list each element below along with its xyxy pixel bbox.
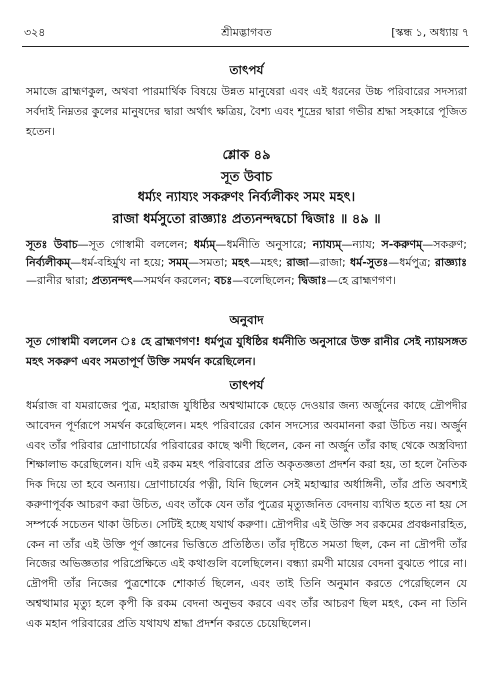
verse-line-2: রাজা ধর্মসুতো রাজ্ঞ্যাঃ প্রত্যনন্দদ্বচো দ্বিজাঃ ॥ ৪৯ ॥ xyxy=(112,212,381,227)
page-number: ৩২৪ xyxy=(24,26,46,39)
synonym-meaning: মহৎ; xyxy=(260,256,283,269)
synonym-term: সমম্ xyxy=(168,256,189,269)
synonym-meaning: রাজা; xyxy=(319,256,346,269)
synonym-term: ধর্ম-সুতঃ xyxy=(349,256,389,269)
synonym-term: বচঃ xyxy=(214,274,233,287)
synonym-meaning: ধর্মপুত্র; xyxy=(399,256,431,269)
synonym-term: সূতঃ উবাচ xyxy=(26,238,78,251)
synonym-term: নির্ব্যলীকম্ xyxy=(26,256,71,269)
synonym-meaning: সূত গোস্বামী বললেন; xyxy=(88,238,188,251)
synonym-meaning: ন্যায; xyxy=(352,238,376,251)
header-rule xyxy=(22,46,469,47)
synonym-term: দ্বিজাঃ xyxy=(298,274,327,287)
purport-paragraph-2: ধর্মরাজ বা যমরাজের পুত্র, মহারাজ যুধিষ্ঠির অশ্বত্থামাকে ছেড়ে দেওয়ার জন্য অর্জুনের কাছে দ্রৌপদীর আবেদন পূর্ণরূপে সমর্থন করেছিলেন। মহৎ পরিবারের কোন সদস্যের অবমাননা করা উচিত নয়। অর্জুন এবং তাঁর পরিবার দ্রোণাচার্যের পরিবারের কাছে ঋণী ছিলেন, কেন না অর্জুন তাঁর কাছ থেকে অস্ত্রবিদ্যা শিক্ষালাভ করেছিলেন। যদি এই রকম মহৎ পরিবারের প্রতি অকৃতজ্ঞতা প্রদর্শন করা হয়, তা হলে নৈতিক দিক দিয়ে তা হবে অন্যায়। দ্রোণাচার্যের পত্নী, যিনি ছিলেন সেই মহাত্মার অর্ধাঙ্গিনী, তাঁর প্রতি অবশ্যই করুণাপূর্বক আচরণ করা উচিত, এবং তাঁকে যেন তাঁর পুত্রের মৃত্যুজনিত বেদনায় ব্যথিত হতে না হয় সে সম্পর্কে সচেতন থাকা উচিত। সেটিই হচ্ছে যথার্থ করুণা। দ্রৌপদীর এই উক্তি সব রকমের প্রবঞ্চনারহিত, কেন না তাঁর এই উক্তি পূর্ণ জ্ঞানের ভিত্তিতে প্রতিষ্ঠিত। তাঁর দৃষ্টিতে সমতা ছিল, কেন না দ্রৌপদী তাঁর নিজের অভিজ্ঞতার পরিপ্রেক্ষিতে এই কথাগুলি বলেছিলেন। বন্ধ্যা রমণী মায়ের বেদনা বুঝতে পারে না। দ্রৌপদী তাঁর নিজের পুত্রশোকে শোকার্ত ছিলেন, এবং তাই তিনি অনুমান করতে পেরেছিলেন যে অশ্বত্থামার মৃত্যু হলে কৃপী কি রকম বেদনা অনুভব করবে এবং তাঁর আচরণ ছিল মহৎ, কেন না তিনি এক মহান পরিবারের প্রতি যথাযথ শ্রদ্ধা প্রদর্শন করতে চেয়েছিলেন। xyxy=(26,399,467,630)
translation-heading: অনুবাদ xyxy=(229,313,264,327)
synonym-term: রাজ্ঞ্যাঃ xyxy=(435,256,468,269)
synonym-meaning: রানীর দ্বারা; xyxy=(37,274,89,287)
synonym-meaning: সকরুণ; xyxy=(433,238,468,251)
synonym-term: রাজা xyxy=(286,256,309,269)
purport-heading: তাৎপর্য xyxy=(229,63,264,77)
verse-label: শ্লোক ৪৯ xyxy=(222,148,271,163)
synonym-term: ধর্ম্যম্ xyxy=(193,238,216,251)
synonym-meaning: সমর্থন করলেন; xyxy=(143,274,211,287)
word-for-word-synonyms: সূতঃ উবাচ—সূত গোস্বামী বললেন; ধর্ম্যম্—ধর্মনীতি অনুসারে; ন্যায্যম্—ন্যায; স-করুণম্—সকরুণ; নির্ব্যলীকম্—ধর্ম-বহির্মুখ না হয়ে; সমম্—সমতা; মহৎ—মহৎ; রাজা—রাজা; ধর্ম-সুতঃ—ধর্মপুত্র; রাজ্ঞ্যাঃ—রানীর দ্বারা; প্রত্যনন্দৎ—সমর্থন করলেন; বচঃ—বলেছিলেন; দ্বিজাঃ—হে ব্রাহ্মণগণ। xyxy=(26,238,468,287)
synonym-meaning: ধর্ম-বহির্মুখ না হয়ে; xyxy=(81,256,165,269)
purport-paragraph: সমাজে ব্রাহ্মণকুল, অথবা পারমার্থিক বিষয়ে উন্নত মানুষেরা এবং এই ধরনের উচ্চ পরিবারের সদস্যরা সর্বদাই নিম্নতর কুলের মানুষদের দ্বারা অর্থাৎ ক্ষত্রিয়, বৈশ্য এবং শূদ্রের দ্বারা গভীর শ্রদ্ধা সহকারে পূজিত হতেন। xyxy=(26,85,467,138)
verse-speaker: সূত উবাচ xyxy=(220,170,272,185)
synonym-term: স-করুণম্ xyxy=(381,238,423,251)
synonym-meaning: ধর্মনীতি অনুসারে; xyxy=(226,238,307,251)
chapter-reference: [স্কন্ধ ১, অধ্যায় ৭ xyxy=(391,26,469,39)
synonym-meaning: সমতা; xyxy=(199,256,228,269)
synonym-term: প্রত্যনন্দৎ xyxy=(91,274,133,287)
book-title: শ্রীমদ্ভাগবত xyxy=(221,26,272,39)
synonym-term: মহৎ xyxy=(231,256,250,269)
running-header xyxy=(24,24,469,42)
translation-paragraph: সূত গোস্বামী বললেন ঃ হে ব্রাহ্মণগণ! ধর্মপুত্র যুধিষ্ঠির ধর্মনীতি অনুসারে উক্ত রানীর সেই ন্যায়সঙ্গত মহৎ সকরুণ এবং সমতাপূর্ণ উক্তি সমর্থন করেছিলেন। xyxy=(26,335,467,368)
synonym-meaning: বলেছিলেন; xyxy=(243,274,295,287)
purport-heading-2: তাৎপর্য xyxy=(229,378,264,392)
synonym-meaning: হে ব্রাহ্মণগণ। xyxy=(337,274,396,287)
synonym-term: ন্যায্যম্ xyxy=(312,238,342,251)
verse-line-1: ধর্ম্যং ন্যায্যং সকরুণং নির্ব্যলীকং সমং মহৎ। xyxy=(137,190,356,205)
